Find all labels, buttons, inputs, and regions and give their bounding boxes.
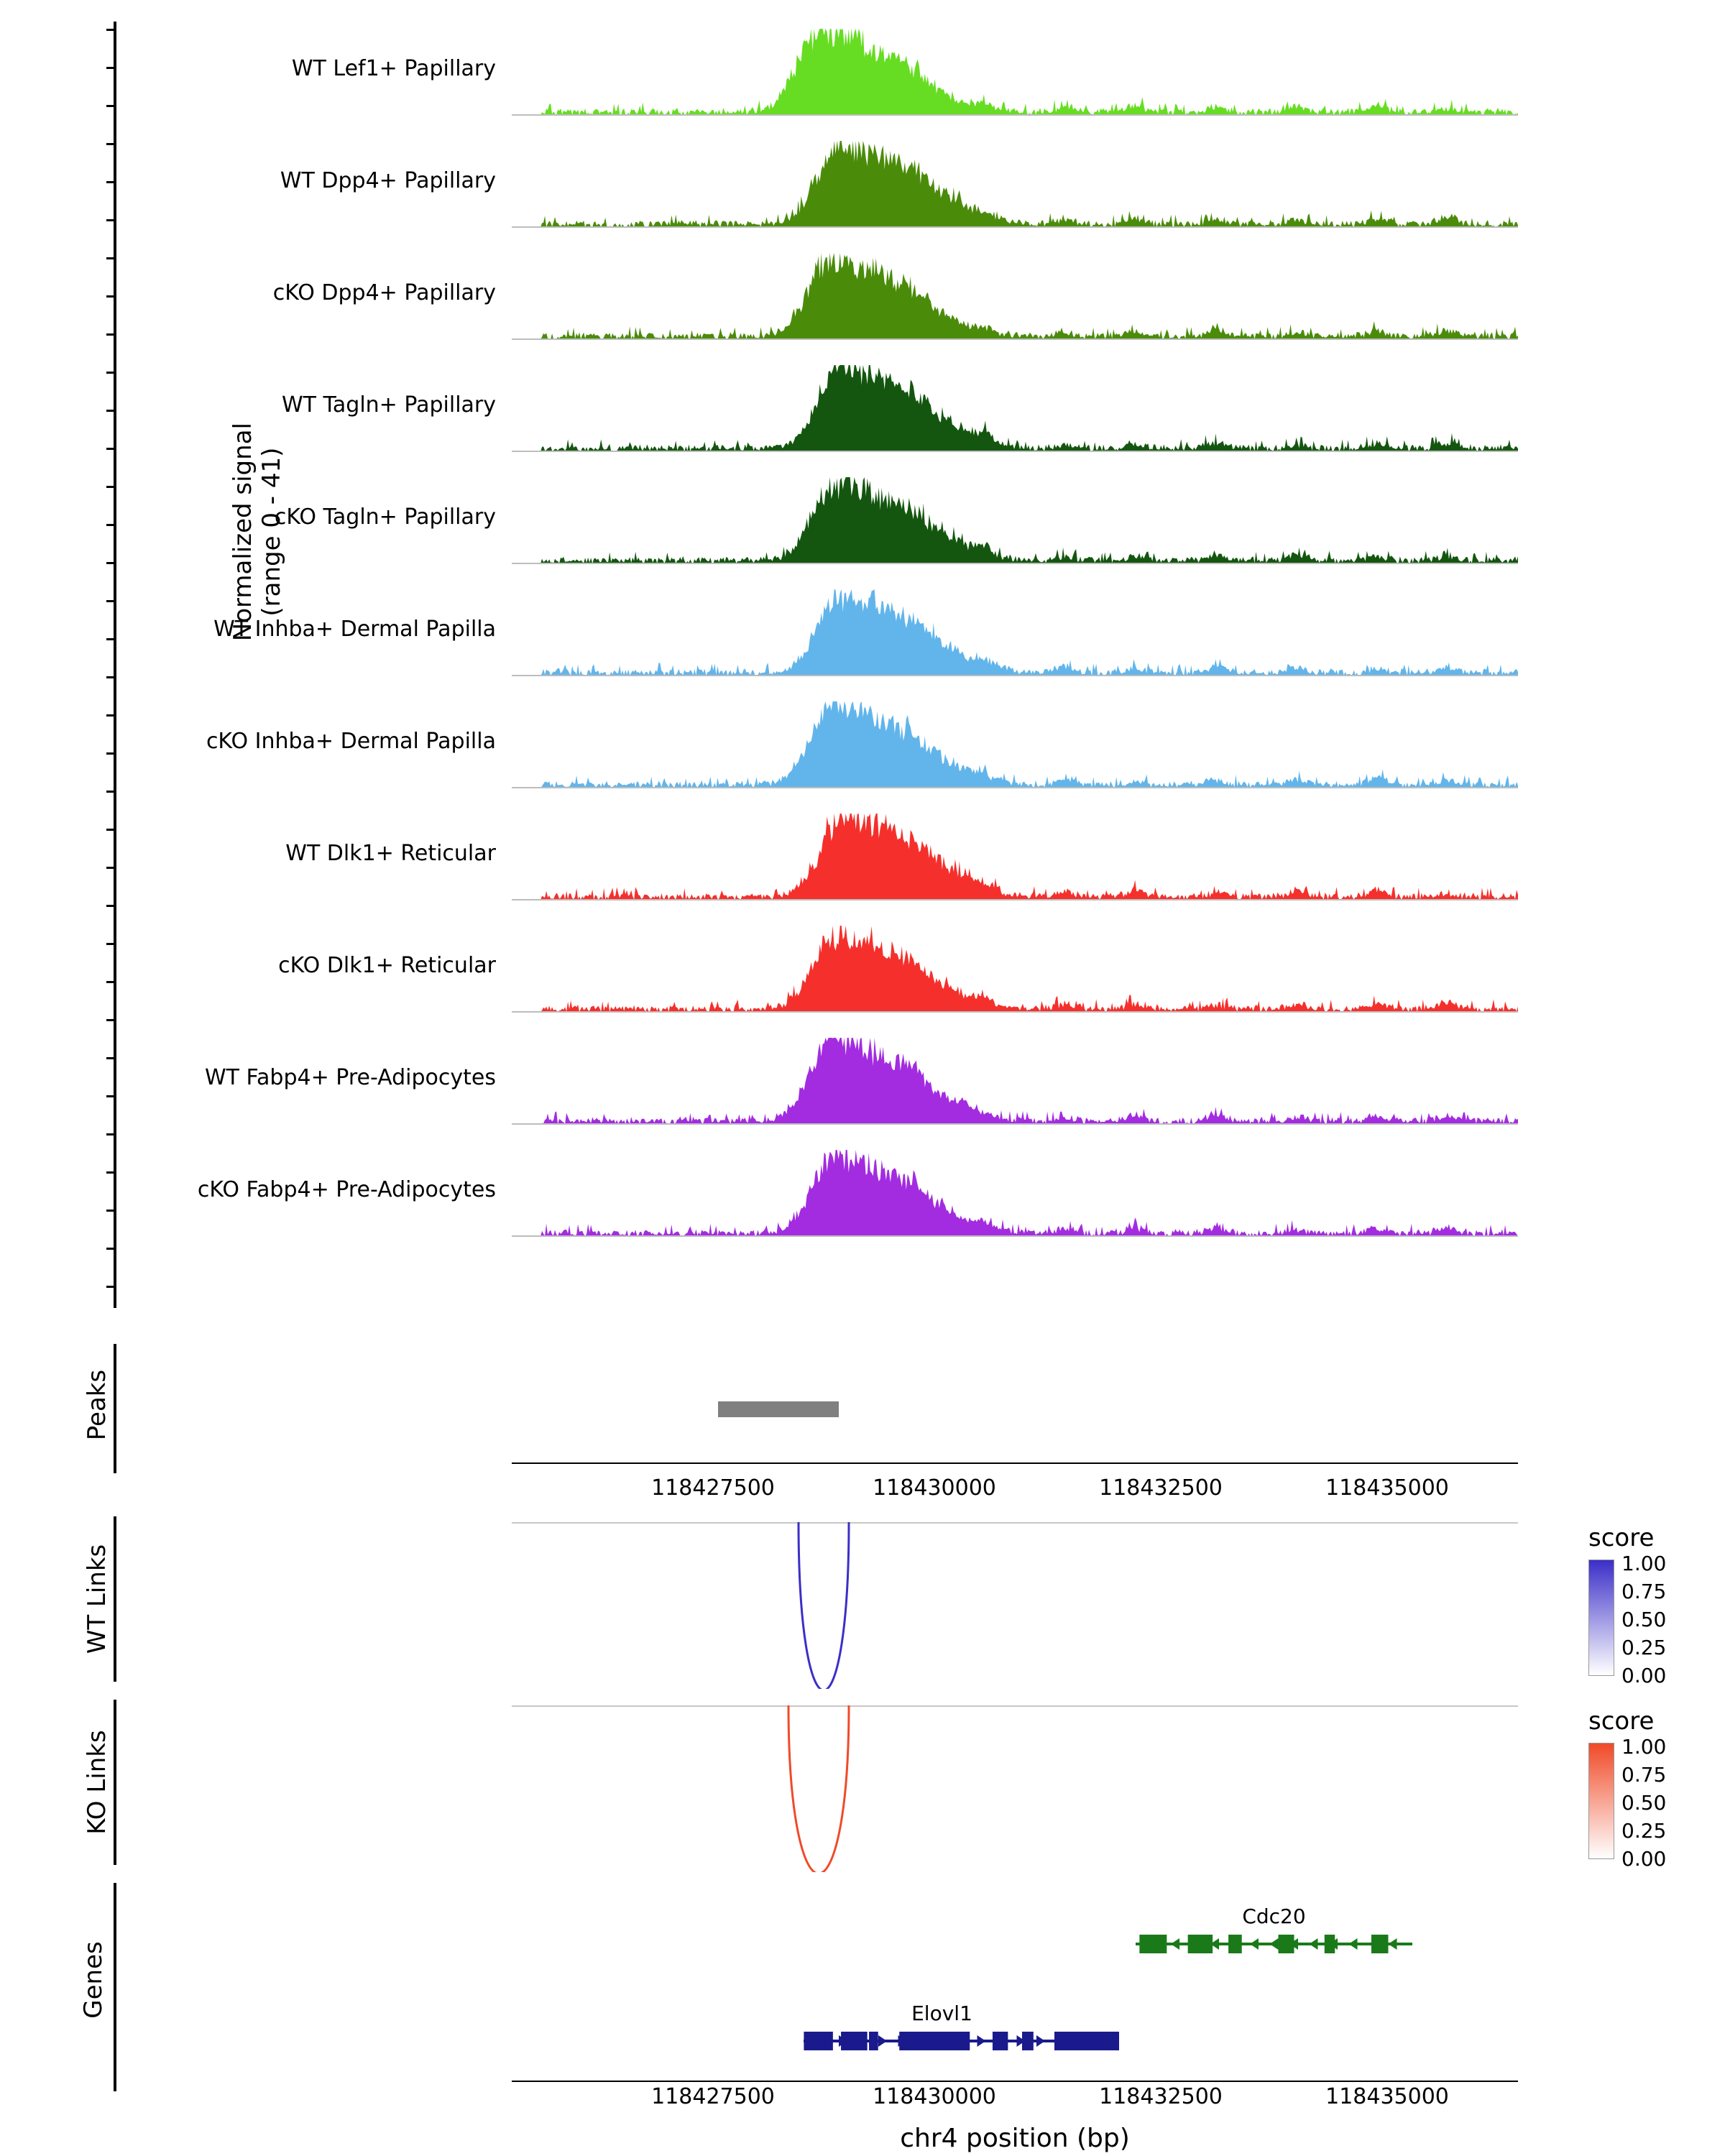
- coverage-track-baseline: [512, 226, 1518, 228]
- coverage-track-baseline: [512, 899, 1518, 900]
- ko-links-legend-title: score: [1588, 1707, 1655, 1736]
- genome-axis-ticklabel: 118435000: [1325, 2084, 1449, 2109]
- coverage-track: [0, 253, 1725, 339]
- coverage-track-label: cKO Dlk1+ Reticular: [278, 953, 496, 978]
- peak-bar[interactable]: [718, 1401, 839, 1417]
- coverage-signal: [512, 1150, 1518, 1236]
- coverage-track-label: WT Dpp4+ Papillary: [280, 168, 496, 193]
- gene-strand-arrow: [1270, 1938, 1279, 1950]
- genes-axis-spine: [114, 1883, 116, 2091]
- gene-models: [512, 1876, 1518, 2091]
- peaks-panel: [0, 1333, 1725, 1477]
- coverage-track-baseline: [512, 1011, 1518, 1013]
- link-arc[interactable]: [799, 1522, 849, 1689]
- genome-axis-ticklabel: 118435000: [1325, 1475, 1449, 1501]
- ko-links-panel: [0, 1692, 1725, 1872]
- gene-strand-arrow: [878, 2035, 887, 2047]
- genes-section-label: Genes: [79, 1941, 108, 2019]
- peaks-axis-spine: [114, 1344, 116, 1473]
- y-axis-tick: [106, 791, 116, 793]
- coverage-signal: [512, 253, 1518, 339]
- coverage-track-baseline: [512, 1235, 1518, 1237]
- legend-tick: 0.75: [1622, 1763, 1667, 1787]
- coverage-track: [0, 29, 1725, 115]
- legend-tick: 0.25: [1622, 1636, 1667, 1659]
- genome-axis-ticklabel: 118427500: [651, 1475, 775, 1501]
- gene-strand-arrow: [1389, 1938, 1397, 1950]
- gene-label: Cdc20: [1242, 1904, 1306, 1928]
- gene-strand-arrow: [1036, 2035, 1045, 2047]
- gene-strand-arrow: [1310, 1938, 1318, 1950]
- genome-axis-top: [0, 1462, 1725, 1513]
- coverage-track-label: cKO Tagln+ Papillary: [274, 505, 496, 530]
- genome-axis-line-bottom: [512, 2081, 1518, 2082]
- genome-axis-ticklabel: 118427500: [651, 2084, 775, 2109]
- coverage-track-baseline: [512, 675, 1518, 676]
- coverage-track: [0, 141, 1725, 227]
- coverage-track: [0, 926, 1725, 1012]
- wt-links-legend-gradient: [1588, 1560, 1614, 1676]
- peaks-section-label: Peaks: [83, 1369, 111, 1441]
- coverage-track-baseline: [512, 451, 1518, 452]
- legend-tick: 1.00: [1622, 1735, 1667, 1759]
- y-axis-tick: [106, 1248, 116, 1250]
- legend-tick: 0.00: [1622, 1847, 1667, 1871]
- coverage-track: [0, 477, 1725, 563]
- y-axis-tick: [106, 905, 116, 907]
- gene-strand-arrow: [1250, 1938, 1259, 1950]
- legend-tick: 0.50: [1622, 1791, 1667, 1815]
- genome-axis-ticklabel: 118430000: [873, 1475, 996, 1501]
- legend-tick: 0.50: [1622, 1608, 1667, 1631]
- gene-strand-arrow: [978, 2035, 986, 2047]
- gene-exon[interactable]: [804, 2032, 832, 2050]
- y-axis-label-line1: Normalized signal: [228, 423, 257, 642]
- wt-links-axis-spine: [114, 1516, 116, 1682]
- coverage-track-label: cKO Dpp4+ Papillary: [272, 280, 496, 305]
- ko-links-legend-gradient: [1588, 1743, 1614, 1859]
- coverage-track: [0, 701, 1725, 788]
- coverage-track-baseline: [512, 1123, 1518, 1125]
- coverage-track-label: cKO Inhba+ Dermal Papilla: [206, 729, 496, 754]
- genome-axis-line-top: [512, 1462, 1518, 1464]
- coverage-track: [0, 365, 1725, 451]
- coverage-track: [0, 589, 1725, 676]
- coverage-signal: [512, 477, 1518, 563]
- coverage-signal: [512, 1038, 1518, 1124]
- genome-axis-ticklabel: 118432500: [1099, 1475, 1223, 1501]
- coverage-signal: [512, 926, 1518, 1012]
- coverage-track-label: WT Lef1+ Papillary: [291, 56, 496, 81]
- coverage-signal: [512, 814, 1518, 900]
- y-axis-tick: [106, 1133, 116, 1135]
- wt-links-legend: [1588, 1524, 1725, 1687]
- y-axis-tick: [106, 676, 116, 678]
- coverage-track-label: WT Tagln+ Papillary: [282, 392, 496, 418]
- gene-strand-arrow: [1171, 1938, 1179, 1950]
- coverage-track: [0, 1038, 1725, 1124]
- wt-links-panel: [0, 1509, 1725, 1689]
- legend-tick: 0.00: [1622, 1664, 1667, 1687]
- coverage-track-baseline: [512, 114, 1518, 116]
- genome-axis-ticklabel: 118432500: [1099, 2084, 1223, 2109]
- coverage-track: [0, 814, 1725, 900]
- coverage-track-label: cKO Fabp4+ Pre-Adipocytes: [197, 1177, 496, 1202]
- coverage-track-baseline: [512, 563, 1518, 564]
- link-arc[interactable]: [788, 1705, 849, 1872]
- coverage-signal: [512, 365, 1518, 451]
- gene-strand-arrow: [1349, 1938, 1358, 1950]
- coverage-signal: [512, 141, 1518, 227]
- coverage-signal: [512, 701, 1518, 788]
- wt-links-legend-title: score: [1588, 1524, 1655, 1552]
- y-axis-label-line2: (range 0 - 41): [257, 447, 286, 617]
- gene-exon[interactable]: [869, 2032, 878, 2050]
- coverage-track-label: WT Dlk1+ Reticular: [285, 841, 496, 866]
- coverage-track-baseline: [512, 787, 1518, 788]
- legend-tick: 0.25: [1622, 1819, 1667, 1843]
- y-axis-tick: [106, 1019, 116, 1021]
- ko-links-axis-spine: [114, 1700, 116, 1865]
- coverage-signal: [512, 589, 1518, 676]
- genome-axis-ticklabel: 118430000: [873, 2084, 996, 2109]
- ko-links-legend: [1588, 1707, 1725, 1871]
- genes-panel: [0, 1876, 1725, 2113]
- ko-links-section-label: KO Links: [83, 1730, 111, 1835]
- coverage-track-baseline: [512, 338, 1518, 340]
- coverage-signal: [512, 29, 1518, 115]
- wt-links-arcs: [512, 1509, 1518, 1689]
- coverage-track: [0, 1150, 1725, 1236]
- legend-tick: 0.75: [1622, 1580, 1667, 1603]
- x-axis-title: chr4 position (bp): [900, 2124, 1130, 2153]
- coverage-track-label: WT Fabp4+ Pre-Adipocytes: [205, 1065, 496, 1090]
- wt-links-section-label: WT Links: [83, 1544, 111, 1654]
- gene-label: Elovl1: [911, 2001, 972, 2025]
- coverage-track-label: WT Inhba+ Dermal Papilla: [213, 617, 496, 642]
- legend-tick: 1.00: [1622, 1552, 1667, 1575]
- y-axis-tick: [106, 1286, 116, 1288]
- genome-axis-bottom-ticklabels: [0, 2084, 1725, 2127]
- ko-links-arcs: [512, 1692, 1518, 1872]
